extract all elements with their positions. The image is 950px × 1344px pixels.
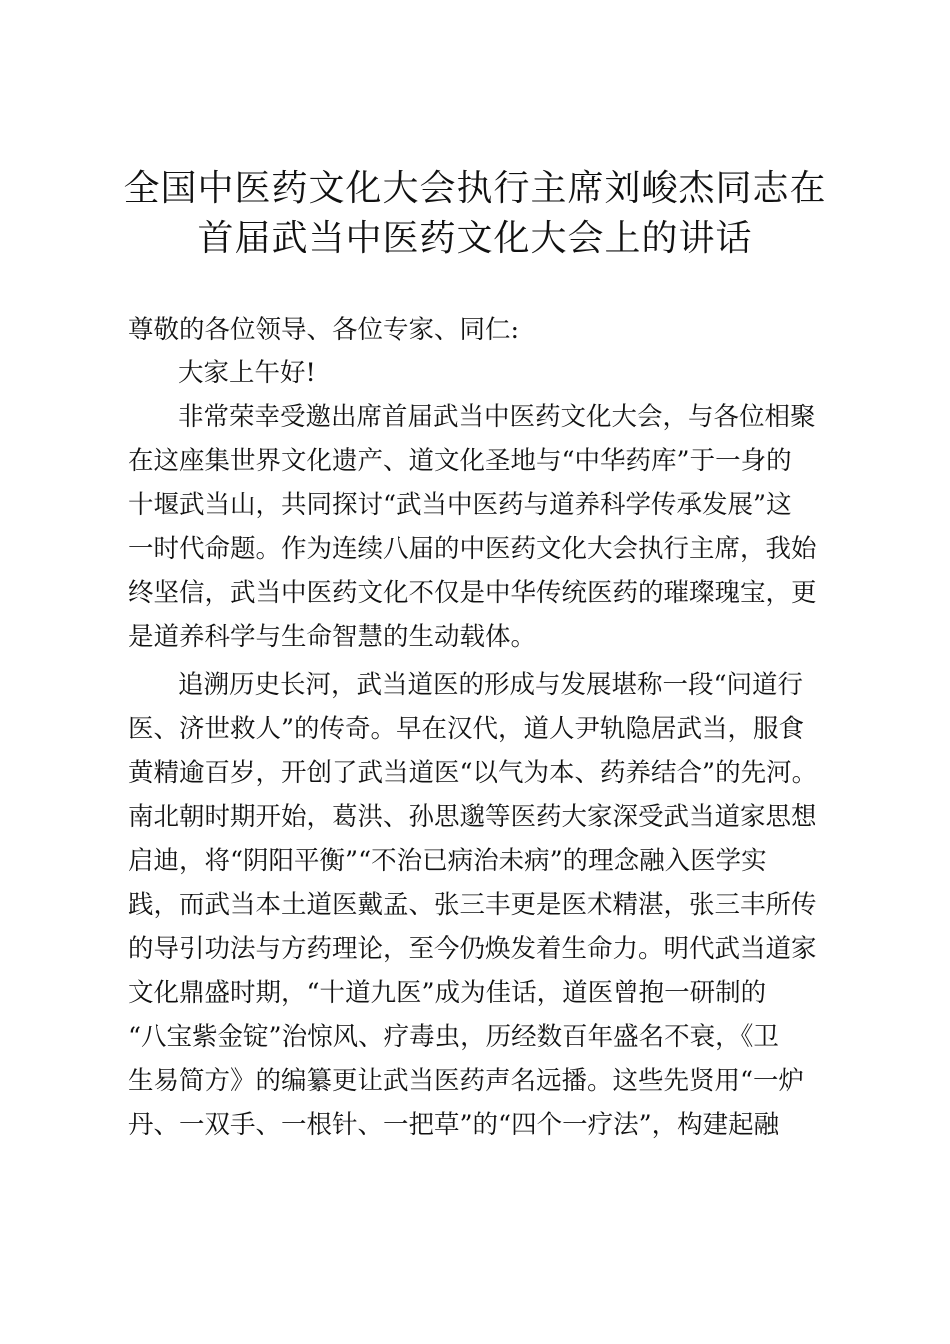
paragraph-2-line: 启迪，将“阴阳平衡”“不治已病治未病”的理念融入医学实 (128, 846, 767, 876)
salutation: 尊敬的各位领导、各位专家、同仁: (128, 315, 520, 345)
paragraph-2-line: 追溯历史长河，武当道医的形成与发展堪称一段“问道行 (178, 670, 804, 700)
paragraph-2-line: 南北朝时期开始，葛洪、孙思邈等医药大家深受武当道家思想 (128, 802, 817, 832)
paragraph-2-line: 医、济世救人”的传奇。早在汉代，道人尹轨隐居武当，服食 (128, 714, 805, 744)
paragraph-1-line: 非常荣幸受邀出席首届武当中医药文化大会，与各位相聚 (178, 402, 816, 432)
paragraph-2-line: 丹、一双手、一根针、一把草”的“四个一疗法”，构建起融 (128, 1110, 780, 1140)
document-title-line-1: 全国中医药文化大会执行主席刘峻杰同志在 (123, 168, 827, 209)
paragraph-1-line: 是道养科学与生命智慧的生动载体。 (128, 622, 537, 652)
greeting: 大家上午好! (178, 358, 316, 388)
paragraph-1-line: 终坚信，武当中医药文化不仅是中华传统医药的璀璨瑰宝，更 (128, 578, 817, 608)
paragraph-2-line: 践，而武当本土道医戴孟、张三丰更是医术精湛，张三丰所传 (128, 890, 817, 920)
paragraph-2-line: 黄精逾百岁，开创了武当道医“以气为本、药养结合”的先河。 (128, 758, 818, 788)
paragraph-2-line: 的导引功法与方药理论，至今仍焕发着生命力。明代武当道家 (128, 934, 817, 964)
document-title-line-2: 首届武当中医药文化大会上的讲话 (197, 218, 753, 259)
paragraph-1-line: 十堰武当山，共同探讨“武当中医药与道养科学传承发展”这 (128, 490, 792, 520)
paragraph-1-line: 一时代命题。作为连续八届的中医药文化大会执行主席，我始 (128, 534, 817, 564)
paragraph-1-line: 在这座集世界文化遗产、道文化圣地与“中华药库”于一身的 (128, 446, 792, 476)
paragraph-2-line: 文化鼎盛时期，“十道九医”成为佳话，道医曾抱一研制的 (128, 978, 767, 1008)
paragraph-2-line: “八宝紫金锭”治惊风、疗毒虫，历经数百年盛名不衰，《卫 (128, 1022, 779, 1052)
paragraph-2-line: 生易简方》的编纂更让武当医药声名远播。这些先贤用“一炉 (128, 1066, 805, 1096)
